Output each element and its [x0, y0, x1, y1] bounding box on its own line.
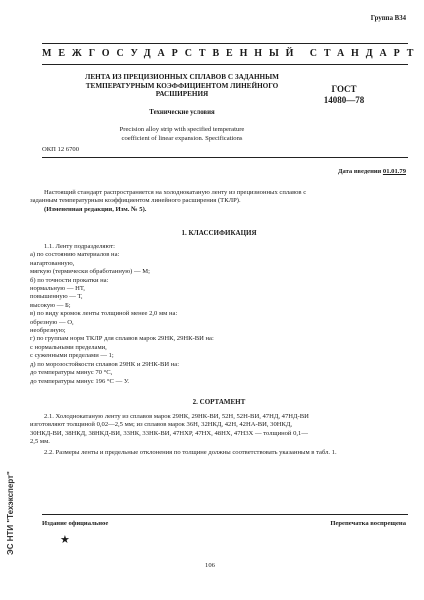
section-title-sortament: 2. СОРТАМЕНТ: [192, 398, 246, 406]
classification-item: г) по группам норм ТКЛР для сплавов марок 29НК, 29НК-ВИ на:: [30, 335, 214, 343]
amendment-note: (Измененная редакция, Изм. № 5).: [44, 206, 147, 213]
classification-item: высокую — Б;: [30, 301, 71, 309]
document-subtitle: Технические условия: [149, 109, 215, 116]
classification-item: обрезную — О,: [30, 318, 74, 326]
intro-date: [338, 168, 406, 176]
classification-item: необрезную;: [30, 327, 66, 335]
gost-block: [312, 84, 376, 106]
english-title: [62, 126, 302, 143]
title-line: РАСШИРЕНИЯ: [155, 90, 209, 99]
english-title-line: Precision alloy strip with specified temperature: [119, 126, 245, 133]
sortament-line: 30НКД-ВИ, 38НКД, 38НКД-ВИ, 33НК, 33НК-ВИ, 47НХР, 47НХ, 48НХ, 47Н3Х — толщиной 0,1—: [30, 429, 308, 437]
okp-code: ОКП 12 6700: [42, 146, 79, 153]
sortament-line: изготовляют толщиной 0,02—2,5 мм; из сплавов марок 36Н, 32НКД, 42Н, 42НА-ВИ, 30НКД,: [30, 421, 293, 429]
group-label: Группа В34: [370, 15, 406, 22]
footer-rule: [42, 514, 408, 515]
classification-item: с суженными пределами — 1;: [30, 352, 114, 360]
intro-line: заданным температурным коэффициентом линейного расширения (ТКЛР).: [30, 197, 241, 205]
official-edition-note: Издание официальное: [42, 520, 109, 527]
classification-item: до температуры минус 70 °С,: [30, 369, 113, 377]
classification-item: д) по морозостойкости сплавов 29НК и 29НК-ВИ на:: [30, 360, 180, 368]
paragraph-2-2: 2.2. Размеры ленты и предельные отклонения по толщине должны соответствовать указанным в табл. 1.: [44, 449, 337, 456]
banner: МЕЖГОСУДАРСТВЕННЫЙ СТАНДАРТ: [42, 48, 421, 59]
english-title-line: coefficient of linear expansion. Specifications: [121, 134, 243, 142]
intro-date-value: 01.01.79: [382, 168, 406, 175]
classification-item: с нормальными пределами,: [30, 343, 107, 351]
classification-item: мягкую (термически обработанную) — М;: [30, 268, 150, 276]
top-rule: [42, 43, 408, 44]
classification-item: б) по точности прокатки на:: [30, 276, 109, 284]
title-line: ТЕМПЕРАТУРНЫМ КОЭФФИЦИЕНТОМ ЛИНЕЙНОГО: [85, 81, 279, 90]
classification-list: [30, 243, 408, 386]
intro-date-label: Дата введения: [337, 168, 382, 175]
gost-label: ГОСТ: [331, 84, 357, 94]
sortament-paragraph: [30, 413, 408, 447]
page-number: 106: [205, 562, 215, 569]
title-line: ЛЕНТА ИЗ ПРЕЦИЗИОННЫХ СПЛАВОВ С ЗАДАННЫМ: [85, 73, 279, 81]
side-watermark: ЭС НТИ "Техэксперт": [6, 471, 15, 555]
sortament-line: 2,5 мм.: [30, 438, 50, 446]
classification-item: а) по состоянию материалов на:: [30, 251, 120, 259]
classification-item: 1.1. Ленту подразделяют:: [44, 243, 116, 250]
star-icon: ★: [60, 534, 70, 546]
gost-number: 14080—78: [323, 95, 365, 105]
intro-line: Настоящий стандарт распространяется на холоднокатаную ленту из прецизионных сплавов с: [44, 189, 307, 196]
banner-bottom-rule: [42, 64, 408, 65]
sortament-line: 2.1. Холоднокатаную ленту из сплавов марок 29НК, 29НК-ВИ, 52Н, 52Н-ВИ, 47НД, 47НД-ВИ: [44, 413, 309, 420]
classification-item: до температуры минус 196 °С — У.: [30, 377, 130, 385]
intro-paragraph: [30, 189, 408, 206]
reprint-prohibited-note: Перепечатка воспрещена: [330, 520, 406, 527]
document-title: [62, 73, 302, 99]
classification-item: нагартованную,: [30, 259, 75, 267]
classification-item: повышенную — Т,: [30, 293, 83, 301]
header-bottom-rule: [42, 157, 408, 158]
section-title-classification: 1. КЛАССИФИКАЦИЯ: [181, 229, 257, 237]
classification-item: нормальную — НТ,: [30, 285, 85, 293]
classification-item: в) по виду кромок ленты толщиной менее 2,0 мм на:: [30, 310, 178, 318]
